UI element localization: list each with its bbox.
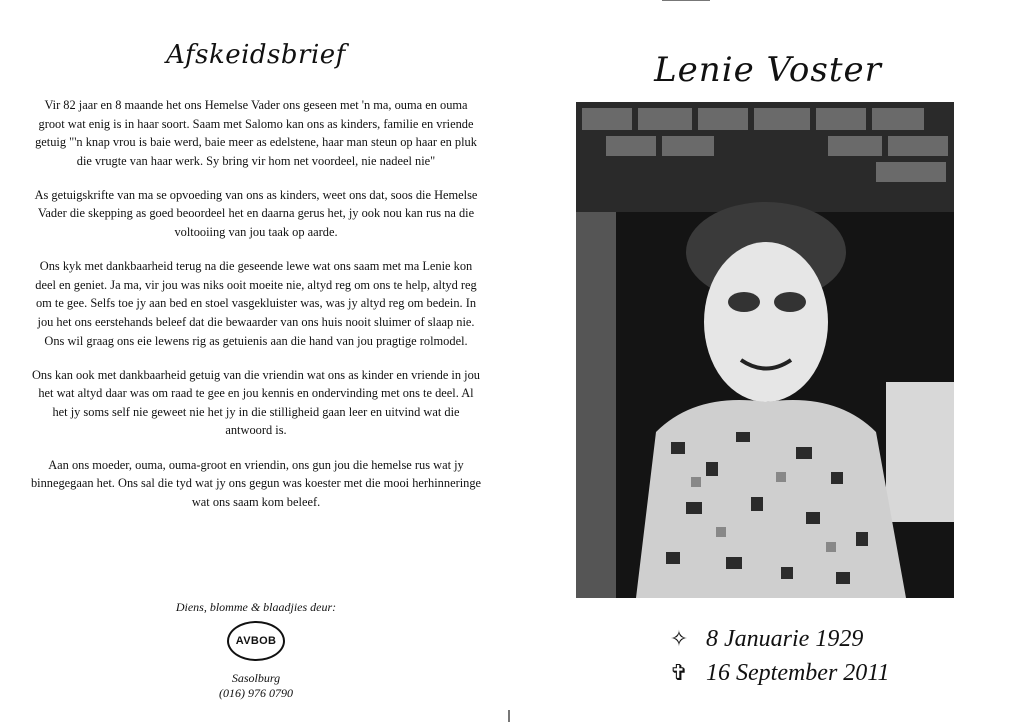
letter-paragraph: As getuigskrifte van ma se opvoeding van ons as kinders, weet ons dat, soos die Hemelse Vader die skepping as goed beoordeel het en daarna gerus het, jy ook nou kan rus na die voltooiing van jou taak op aarde. xyxy=(34,187,478,240)
letter-paragraph: Vir 82 jaar en 8 maande het ons Hemelse Vader ons geseen met 'n ma, ouma en ouma groot wat enig is in haar soort. Saam met Salomo kan ons as kinders, familie en vriende getuig "'n knap vrou is baie werd, baie meer as edelstene, haar man steun op haar en pluk die vrugte van haar werk. Sy bring vir hom net voordeel, nie nadeel nie" xyxy=(35,98,477,168)
farewell-letter xyxy=(30,96,482,527)
letter-heading: Afskeidsbrief xyxy=(166,40,346,70)
funeral-services-credit xyxy=(0,600,512,701)
birth-row xyxy=(662,622,1002,656)
star-icon: ✧ xyxy=(669,626,689,651)
services-phone: (016) 976 0790 xyxy=(219,686,293,700)
avbob-logo xyxy=(227,621,285,661)
death-date: 16 September 2011 xyxy=(706,659,890,686)
cross-icon: ✞ xyxy=(669,660,689,685)
fold-mark-top xyxy=(662,0,710,1)
right-page xyxy=(512,0,1024,725)
death-row xyxy=(662,656,1002,690)
letter-paragraph: Ons kyk met dankbaarheid terug na die geseende lewe wat ons saam met ma Lenie kon deel en geniet. Ja ma, vir jou was niks ooit moeite nie, altyd reg om ons te help, altyd reg om te gee. Selfs toe jy aan bed en stoel vasgekluister was, was jy altyd reg om bedein. In jou het ons eerstehands beleef dat die bewaarder van ons huis nooit sluimer of slaap nie. Ons wil graag ons eie lewens rig as getuienis aan die hand van jou pragtige rolmodel. xyxy=(35,259,477,348)
fold-mark-bottom xyxy=(508,710,510,722)
deceased-name: Lenie Voster xyxy=(654,50,882,90)
letter-paragraph: Aan ons moeder, ouma, ouma-groot en vriendin, ons gun jou die hemelse rus wat jy binnegegaan het. Ons sal die tyd wat jy ons gegun was koester met die mooi herhinneringe wat ons saam kom beleef. xyxy=(30,457,482,509)
services-town: Sasolburg xyxy=(231,671,281,685)
life-dates xyxy=(662,622,1002,690)
portrait-photo xyxy=(576,102,954,598)
portrait-image xyxy=(576,102,954,598)
birth-date: 8 Januarie 1929 xyxy=(706,625,864,652)
services-label: Diens, blomme & blaadjies deur: xyxy=(175,600,337,614)
letter-paragraph: Ons kan ook met dankbaarheid getuig van die vriendin wat ons as kinder en vriende in jou het wat altyd daar was om raad te gee en jou kennis en ondervinding met ons te deel. Al het jy soms self nie geweet nie het jy in die stilligheid gaan leer en uitvind wat die antwoord is. xyxy=(31,367,480,438)
avbob-logo-text: AVBOB xyxy=(235,635,277,647)
